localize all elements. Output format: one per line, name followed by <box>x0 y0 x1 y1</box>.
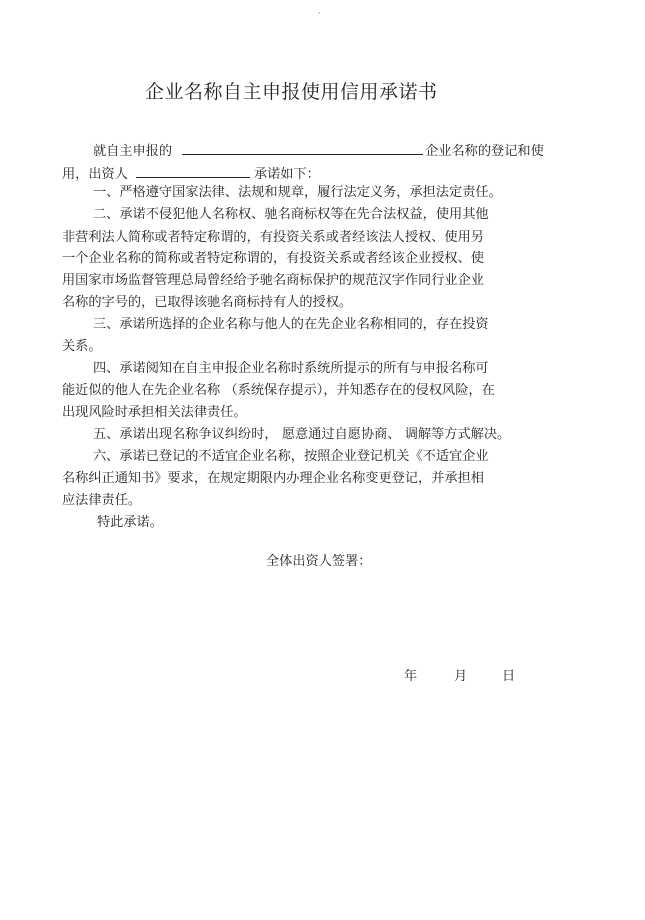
item6-line-3: 应法律责任。 <box>62 493 142 508</box>
enterprise-name-blank[interactable] <box>182 140 423 155</box>
item4-line-2: 能近似的他人在先企业名称 （系统保存提示），并知悉存在的侵权风险，在 <box>62 383 495 398</box>
item2-line-2: 非营利法人简称或者特定称谓的，有投资关系或者经该法人授权、使用另 <box>62 230 484 245</box>
header-mark: · <box>318 9 321 18</box>
item5-line: 五、承诺出现名称争议纠纷时， 愿意通过自愿协商、 调解等方式解决。 <box>93 427 511 442</box>
date-month: 月 <box>454 669 468 684</box>
date-day: 日 <box>502 669 516 684</box>
item3-line-2: 关系。 <box>62 339 102 354</box>
item6-line-1: 六、承诺已登记的不适宜企业名称，按照企业登记机关《不适宜企业 <box>93 449 489 464</box>
item3-line-1: 三、承诺所选择的企业名称与他人的在先企业名称相同的，存在投资 <box>93 317 489 332</box>
closing-statement: 特此承诺。 <box>97 515 163 530</box>
intro-text-4: 承诺如下： <box>253 167 320 182</box>
intro-line-1 <box>93 140 544 161</box>
intro-text-1: 就自主申报的 <box>93 144 173 159</box>
document-title: 企业名称自主申报使用信用承诺书 <box>145 81 438 103</box>
intro-text-2: 企业名称的登记和使 <box>425 144 544 159</box>
item4-line-3: 出现风险时承担相关法律责任。 <box>62 405 247 420</box>
item2-line-1: 二、承诺不侵犯他人名称权、驰名商标权等在先合法权益，使用其他 <box>93 207 489 222</box>
item6-line-2: 名称纠正通知书》要求，在规定期限内办理企业名称变更登记，并承担相 <box>62 471 484 486</box>
investor-name-blank[interactable] <box>136 163 250 178</box>
item2-line-3: 一个企业名称的简称或者特定称谓的，有投资关系或者经该企业授权、使 <box>62 251 484 266</box>
intro-line-2 <box>62 163 320 184</box>
signature-label: 全体出资人签署： <box>266 554 372 569</box>
item4-line-1: 四、承诺阅知在自主申报企业名称时系统所提示的所有与申报名称可 <box>93 361 489 376</box>
item2-line-5: 名称的字号的，已取得该驰名商标持有人的授权。 <box>62 295 353 310</box>
item1-line: 一、严格遵守国家法律、法规和规章，履行法定义务，承担法定责任。 <box>93 185 502 200</box>
date-year: 年 <box>404 669 418 684</box>
intro-text-3: 用，出资人 <box>62 167 128 182</box>
item2-line-4: 用国家市场监督管理总局曾经给予驰名商标保护的规范汉字作同行业企业 <box>62 273 484 288</box>
